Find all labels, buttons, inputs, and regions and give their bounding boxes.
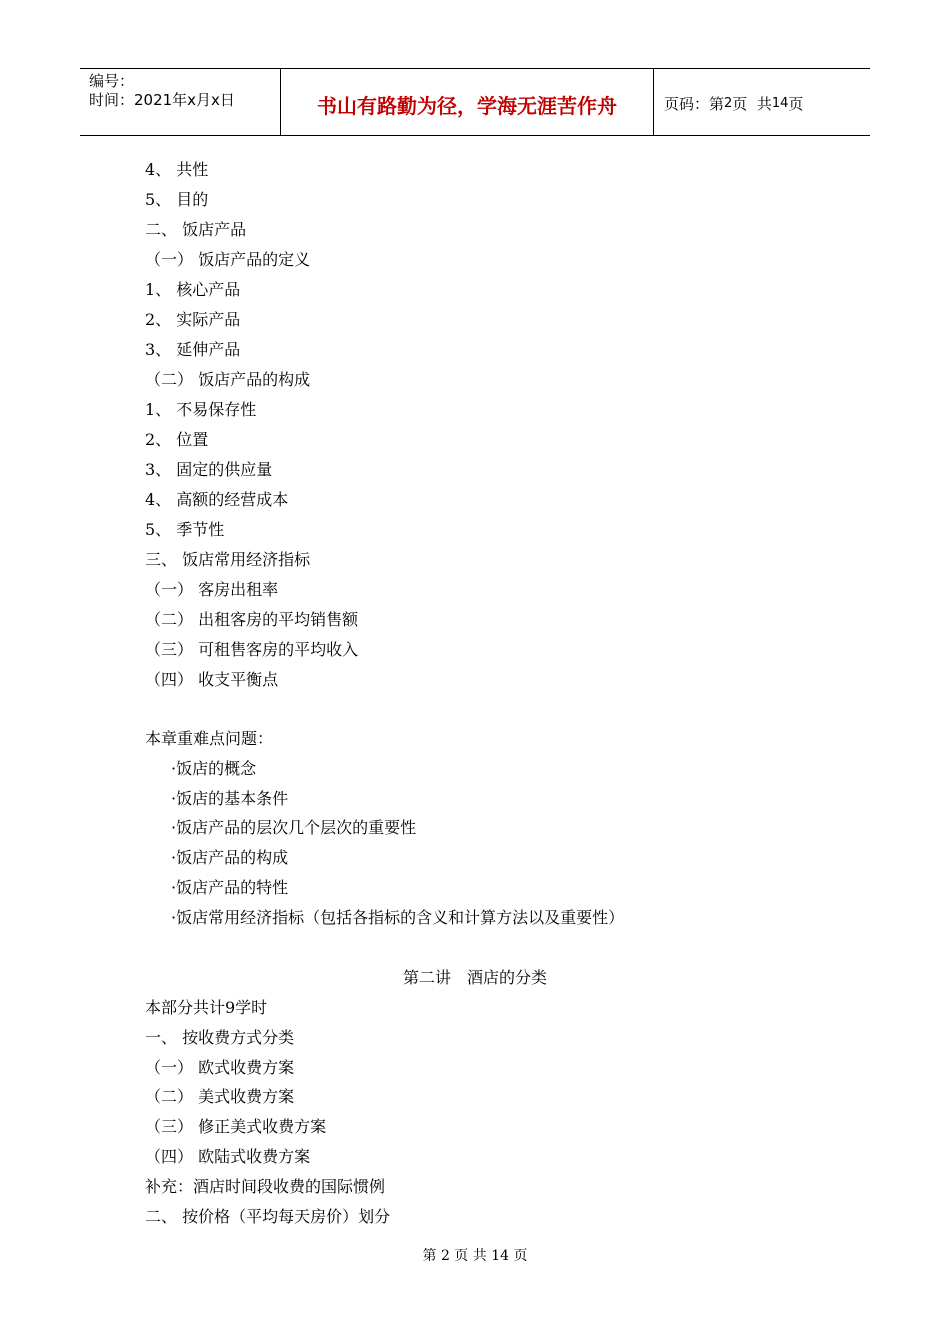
key-point-item: ·饭店产品的层次几个层次的重要性 bbox=[171, 818, 417, 837]
lecture-hours: 本部分共计9学时 bbox=[145, 998, 268, 1017]
key-point-item: ·饭店产品的特性 bbox=[171, 878, 289, 897]
subsection-heading: （四） 收支平衡点 bbox=[145, 670, 279, 689]
outline-line: 3、 延伸产品 bbox=[145, 340, 241, 359]
section-heading: 二、 按价格（平均每天房价）划分 bbox=[145, 1207, 391, 1226]
outline-line: 4、 共性 bbox=[145, 160, 209, 179]
key-points-heading: 本章重难点问题： bbox=[145, 729, 274, 748]
header-motto-cell bbox=[281, 69, 654, 135]
header-page-cell bbox=[654, 69, 870, 135]
subsection-heading: （一） 欧式收费方案 bbox=[145, 1058, 295, 1077]
outline-line: 1、 不易保存性 bbox=[145, 400, 257, 419]
page-middle: 页 共 bbox=[732, 94, 772, 113]
document-number-label: 编号： bbox=[89, 72, 135, 90]
outline-line: 2、 实际产品 bbox=[145, 310, 241, 329]
supplement-note: 补充：酒店时间段收费的国际惯例 bbox=[145, 1177, 386, 1196]
subsection-heading: （三） 修正美式收费方案 bbox=[145, 1117, 327, 1136]
subsection-heading: （一） 饭店产品的定义 bbox=[145, 250, 311, 269]
subsection-heading: （二） 出租客房的平均销售额 bbox=[145, 610, 359, 629]
section-heading: 一、 按收费方式分类 bbox=[145, 1028, 295, 1047]
key-point-item: ·饭店的概念 bbox=[171, 759, 257, 778]
header-meta-cell bbox=[80, 69, 281, 135]
header-motto: 书山有路勤为径，学海无涯苦作舟 bbox=[317, 93, 617, 118]
outline-line: 1、 核心产品 bbox=[145, 280, 241, 299]
subsection-heading: （三） 可租售客房的平均收入 bbox=[145, 640, 359, 659]
outline-line: 5、 目的 bbox=[145, 190, 209, 209]
subsection-heading: （二） 美式收费方案 bbox=[145, 1087, 295, 1106]
subsection-heading: （一） 客房出租率 bbox=[145, 580, 279, 599]
page-prefix: 页码：第 bbox=[664, 94, 725, 113]
outline-line: 5、 季节性 bbox=[145, 520, 225, 539]
page-footer: 第 2 页 共 14 页 bbox=[422, 1248, 528, 1264]
lecture-title: 第二讲 酒店的分类 bbox=[402, 968, 547, 987]
document-time-label: 时间：2021年x月x日 bbox=[89, 91, 235, 109]
section-heading: 二、 饭店产品 bbox=[145, 220, 247, 239]
page-total: 14 bbox=[771, 95, 789, 111]
subsection-heading: （四） 欧陆式收费方案 bbox=[145, 1147, 311, 1166]
key-point-item: ·饭店的基本条件 bbox=[171, 789, 289, 808]
outline-line: 3、 固定的供应量 bbox=[145, 460, 273, 479]
section-heading: 三、 饭店常用经济指标 bbox=[145, 550, 311, 569]
key-point-item: ·饭店产品的构成 bbox=[171, 848, 289, 867]
subsection-heading: （二） 饭店产品的构成 bbox=[145, 370, 311, 389]
page-current: 2 bbox=[724, 95, 733, 111]
key-point-item: ·饭店常用经济指标（包括各指标的含义和计算方法以及重要性） bbox=[171, 908, 625, 927]
page-suffix: 页 bbox=[788, 94, 804, 113]
outline-line: 2、 位置 bbox=[145, 430, 209, 449]
document-header bbox=[80, 68, 870, 136]
outline-line: 4、 高额的经营成本 bbox=[145, 490, 289, 509]
